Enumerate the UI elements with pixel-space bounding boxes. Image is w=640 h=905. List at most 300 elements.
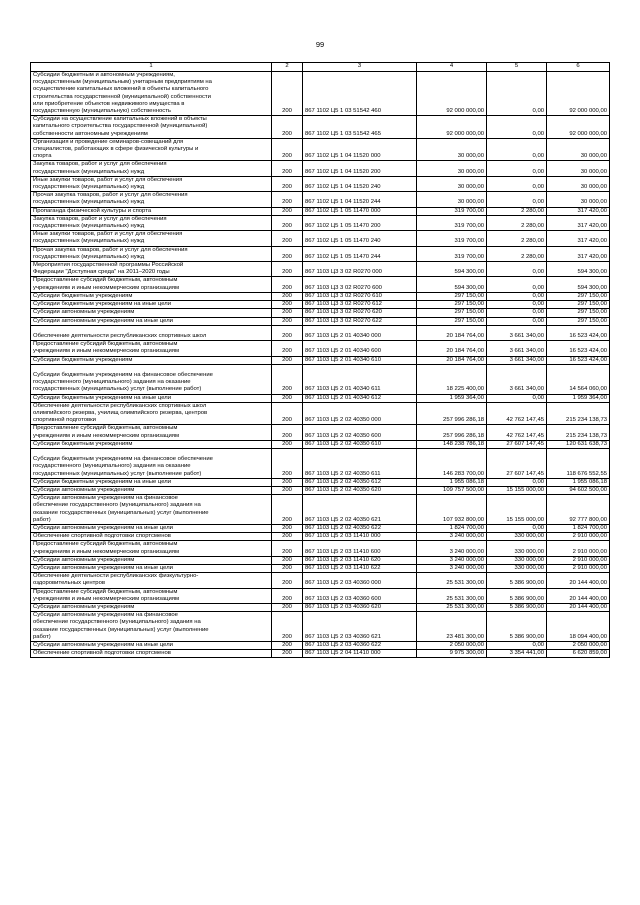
row-classification-code: 867 1103 Ц5 2 02 40350 612 bbox=[303, 478, 417, 486]
row-classification-code: 867 1103 Ц5 2 03 40360 622 bbox=[303, 642, 417, 650]
table-row bbox=[31, 486, 610, 494]
description-line: Субсидии автономным учреждениям bbox=[33, 556, 135, 563]
description-line: Субсидии бюджетным учреждениям на иные цели bbox=[33, 394, 172, 401]
table-row bbox=[31, 650, 610, 658]
row-code-column: 200 bbox=[272, 524, 303, 532]
row-classification-code: 867 1102 Ц5 1 05 11470 200 bbox=[303, 215, 417, 230]
row-description bbox=[31, 246, 272, 261]
description-line: государственных (муниципальных) нужд bbox=[33, 238, 145, 245]
row-amount: 109 757 500,00 bbox=[417, 486, 487, 494]
description-line: обеспечение государственного (муниципального) задания на bbox=[33, 619, 201, 626]
row-classification-code: 867 1102 Ц5 1 04 11520 244 bbox=[303, 192, 417, 207]
table-row bbox=[31, 402, 610, 425]
row-description bbox=[31, 292, 272, 300]
row-change: 3 661 340,00 bbox=[487, 364, 547, 394]
row-classification-code: 867 1103 Ц5 2 02 40350 622 bbox=[303, 524, 417, 532]
row-classification-code: 867 1103 Ц5 2 02 40350 611 bbox=[303, 448, 417, 478]
row-amount: 25 531 300,00 bbox=[417, 604, 487, 612]
table-row bbox=[31, 207, 610, 215]
row-code-column: 200 bbox=[272, 341, 303, 356]
row-change: 2 280,00 bbox=[487, 231, 547, 246]
row-classification-code: 867 1103 Ц5 2 03 40360 000 bbox=[303, 573, 417, 588]
row-change: 0,00 bbox=[487, 524, 547, 532]
table-row bbox=[31, 215, 610, 230]
row-change: 330 000,00 bbox=[487, 556, 547, 564]
row-total: 16 523 424,00 bbox=[547, 325, 610, 340]
table-row bbox=[31, 556, 610, 564]
description-line: Субсидии на осуществление капитальных вложений в объекты bbox=[33, 116, 207, 123]
row-code-column: 200 bbox=[272, 72, 303, 116]
table-row bbox=[31, 524, 610, 532]
description-line: Субсидии бюджетным учреждениям bbox=[33, 356, 133, 363]
row-code-column: 200 bbox=[272, 138, 303, 161]
row-change: 42 762 147,45 bbox=[487, 402, 547, 425]
row-amount: 257 996 286,18 bbox=[417, 402, 487, 425]
table-row bbox=[31, 317, 610, 325]
row-classification-code: 867 1103 Ц5 2 03 11410 620 bbox=[303, 556, 417, 564]
description-line: Субсидии автономным учреждениям на иные цели bbox=[33, 642, 173, 649]
row-code-column: 200 bbox=[272, 495, 303, 525]
description-line: Субсидии бюджетным учреждениям bbox=[33, 440, 133, 447]
row-amount: 3 240 000,00 bbox=[417, 556, 487, 564]
row-change: 0,00 bbox=[487, 138, 547, 161]
row-amount: 319 700,00 bbox=[417, 231, 487, 246]
row-total: 2 910 000,00 bbox=[547, 541, 610, 556]
row-amount: 92 000 000,00 bbox=[417, 116, 487, 139]
row-amount: 3 240 000,00 bbox=[417, 565, 487, 573]
row-classification-code: 867 1103 Ц5 2 03 11410 000 bbox=[303, 533, 417, 541]
row-classification-code: 867 1103 Ц5 2 02 40350 621 bbox=[303, 495, 417, 525]
row-total: 2 050 000,00 bbox=[547, 642, 610, 650]
row-code-column: 200 bbox=[272, 556, 303, 564]
row-description bbox=[31, 604, 272, 612]
table-row bbox=[31, 588, 610, 603]
column-header: 6 bbox=[547, 63, 610, 72]
description-line: Обеспечение спортивной подготовки спортсменов bbox=[33, 650, 171, 657]
description-line: Субсидии бюджетным учреждениям bbox=[33, 292, 133, 299]
row-description bbox=[31, 402, 272, 425]
description-line: государственных (муниципальных) услуг (выполнение работ) bbox=[33, 386, 202, 393]
row-total: 594 300,00 bbox=[547, 277, 610, 292]
row-total: 317 420,00 bbox=[547, 231, 610, 246]
row-amount: 1 959 364,00 bbox=[417, 394, 487, 402]
description-line: оказание государственных (муниципальных) услуг (выполнение bbox=[33, 509, 209, 516]
row-description bbox=[31, 394, 272, 402]
table-row bbox=[31, 176, 610, 191]
row-description bbox=[31, 524, 272, 532]
description-line: Субсидии автономным учреждениям на финансовое bbox=[33, 612, 178, 619]
row-amount: 20 184 764,00 bbox=[417, 341, 487, 356]
row-code-column: 200 bbox=[272, 317, 303, 325]
row-description bbox=[31, 231, 272, 246]
row-code-column: 200 bbox=[272, 192, 303, 207]
row-change: 5 386 900,00 bbox=[487, 573, 547, 588]
row-code-column: 200 bbox=[272, 533, 303, 541]
row-code-column: 200 bbox=[272, 356, 303, 364]
row-amount: 319 700,00 bbox=[417, 215, 487, 230]
table-row bbox=[31, 292, 610, 300]
description-line: государственных (муниципальных) нужд bbox=[33, 253, 145, 260]
description-line: государственную (муниципальную) собственность bbox=[33, 108, 171, 115]
row-change: 0,00 bbox=[487, 317, 547, 325]
description-line: Предоставление субсидий бюджетным, автономным bbox=[33, 588, 178, 595]
table-row bbox=[31, 325, 610, 340]
row-change: 3 661 340,00 bbox=[487, 325, 547, 340]
description-line: Предоставление субсидий бюджетным, автономным bbox=[33, 425, 178, 432]
row-change: 27 607 147,45 bbox=[487, 448, 547, 478]
description-line: оздоровительных центров bbox=[33, 580, 105, 587]
description-line: Субсидии бюджетным и автономным учреждениям, bbox=[33, 72, 175, 78]
description-line: Федерации "Доступная среда" на 2011–2020 годы bbox=[33, 269, 170, 276]
column-header: 1 bbox=[31, 63, 272, 72]
description-line: Мероприятия государственной программы Российской bbox=[33, 262, 184, 269]
row-classification-code: 867 1103 Ц5 2 02 40350 610 bbox=[303, 440, 417, 448]
description-line: Субсидии бюджетным учреждениям на финансовое обеспечение bbox=[33, 456, 213, 463]
row-amount: 2 050 000,00 bbox=[417, 642, 487, 650]
row-amount: 30 000,00 bbox=[417, 161, 487, 176]
row-change: 3 661 340,00 bbox=[487, 356, 547, 364]
description-line: учреждениям и иным некоммерческим организациям bbox=[33, 284, 180, 291]
description-line: спортивной подготовки bbox=[33, 417, 96, 424]
row-classification-code: 867 1103 Ц5 2 01 40340 600 bbox=[303, 341, 417, 356]
row-total: 317 420,00 bbox=[547, 215, 610, 230]
row-code-column: 200 bbox=[272, 604, 303, 612]
description-line: собственности автономным учреждениям bbox=[33, 130, 148, 137]
description-line: оказание государственных (муниципальных) услуг (выполнение bbox=[33, 626, 209, 633]
row-change: 0,00 bbox=[487, 478, 547, 486]
row-classification-code: 867 1103 Ц5 2 01 40340 612 bbox=[303, 394, 417, 402]
row-description bbox=[31, 317, 272, 325]
row-total: 14 564 060,00 bbox=[547, 364, 610, 394]
table-row bbox=[31, 309, 610, 317]
row-classification-code: 867 1103 Ц5 2 03 40360 620 bbox=[303, 604, 417, 612]
row-code-column: 200 bbox=[272, 161, 303, 176]
row-classification-code: 867 1102 Ц5 1 05 11470 240 bbox=[303, 231, 417, 246]
row-code-column: 200 bbox=[272, 292, 303, 300]
row-code-column: 200 bbox=[272, 325, 303, 340]
row-description bbox=[31, 573, 272, 588]
row-classification-code: 867 1102 Ц5 1 05 11470 000 bbox=[303, 207, 417, 215]
column-header: 5 bbox=[487, 63, 547, 72]
description-line: Субсидии автономным учреждениям на финансовое bbox=[33, 495, 178, 502]
budget-table bbox=[30, 62, 610, 658]
row-amount: 319 700,00 bbox=[417, 246, 487, 261]
row-total: 2 910 000,00 bbox=[547, 533, 610, 541]
row-code-column: 200 bbox=[272, 231, 303, 246]
table-row bbox=[31, 604, 610, 612]
table-row bbox=[31, 612, 610, 642]
row-amount: 18 225 400,00 bbox=[417, 364, 487, 394]
row-description bbox=[31, 176, 272, 191]
row-total: 297 150,00 bbox=[547, 309, 610, 317]
row-code-column: 200 bbox=[272, 650, 303, 658]
row-code-column: 200 bbox=[272, 573, 303, 588]
description-line: Пропаганда физической культуры и спорта bbox=[33, 207, 152, 214]
description-line: работ) bbox=[33, 516, 51, 523]
description-line: Предоставление субсидий бюджетным, автономным bbox=[33, 277, 178, 284]
row-code-column: 200 bbox=[272, 425, 303, 440]
description-line: учреждениям и иным некоммерческим организациям bbox=[33, 595, 180, 602]
row-amount: 30 000,00 bbox=[417, 192, 487, 207]
row-total: 118 676 552,55 bbox=[547, 448, 610, 478]
table-header-row bbox=[31, 63, 610, 72]
description-line: учреждениям и иным некоммерческим организациям bbox=[33, 348, 180, 355]
row-change: 3 354 441,00 bbox=[487, 650, 547, 658]
description-line: Субсидии бюджетным учреждениям на иные цели bbox=[33, 301, 172, 308]
row-total: 30 000,00 bbox=[547, 138, 610, 161]
row-description bbox=[31, 161, 272, 176]
row-code-column: 200 bbox=[272, 262, 303, 277]
table-row bbox=[31, 277, 610, 292]
row-description bbox=[31, 440, 272, 448]
row-classification-code: 867 1103 Ц3 3 02 R0270 622 bbox=[303, 317, 417, 325]
row-description bbox=[31, 650, 272, 658]
row-amount: 1 955 086,18 bbox=[417, 478, 487, 486]
table-row bbox=[31, 231, 610, 246]
row-total: 92 000 000,00 bbox=[547, 72, 610, 116]
row-total: 1 959 364,00 bbox=[547, 394, 610, 402]
description-line: Субсидии бюджетным учреждениям на финансовое обеспечение bbox=[33, 371, 213, 378]
description-line: Предоставление субсидий бюджетным, автономным bbox=[33, 541, 178, 548]
row-description bbox=[31, 207, 272, 215]
row-description bbox=[31, 138, 272, 161]
description-line: Закупка товаров, работ и услуг для обеспечения bbox=[33, 161, 167, 168]
column-header: 3 bbox=[303, 63, 417, 72]
table-row bbox=[31, 573, 610, 588]
row-code-column: 200 bbox=[272, 215, 303, 230]
table-row bbox=[31, 341, 610, 356]
row-total: 2 910 000,00 bbox=[547, 565, 610, 573]
row-description bbox=[31, 425, 272, 440]
row-total: 317 420,00 bbox=[547, 207, 610, 215]
description-line bbox=[33, 326, 269, 333]
row-classification-code: 867 1103 Ц5 2 03 40360 621 bbox=[303, 612, 417, 642]
row-amount: 297 150,00 bbox=[417, 317, 487, 325]
row-change: 42 762 147,45 bbox=[487, 425, 547, 440]
row-change: 0,00 bbox=[487, 277, 547, 292]
row-total: 317 420,00 bbox=[547, 246, 610, 261]
table-row bbox=[31, 541, 610, 556]
table-row bbox=[31, 192, 610, 207]
row-change: 2 280,00 bbox=[487, 207, 547, 215]
row-total: 120 631 638,73 bbox=[547, 440, 610, 448]
table-row bbox=[31, 262, 610, 277]
table-row bbox=[31, 161, 610, 176]
description-line: Прочая закупка товаров, работ и услуг для обеспечения bbox=[33, 246, 188, 253]
row-amount: 146 283 700,00 bbox=[417, 448, 487, 478]
row-classification-code: 867 1102 Ц5 1 03 51542 465 bbox=[303, 116, 417, 139]
row-total: 1 955 086,18 bbox=[547, 478, 610, 486]
row-classification-code: 867 1103 Ц5 2 01 40340 000 bbox=[303, 325, 417, 340]
row-total: 16 523 424,00 bbox=[547, 341, 610, 356]
row-description bbox=[31, 642, 272, 650]
description-line: осуществление капитальных вложений в объекты капитального bbox=[33, 86, 209, 93]
description-line: Обеспечение деятельности республиканских спортивных школ bbox=[33, 402, 207, 409]
row-total: 20 144 400,00 bbox=[547, 604, 610, 612]
description-line: строительства государственной (муниципальной) собственности bbox=[33, 93, 211, 100]
description-line: Прочая закупка товаров, работ и услуг для обеспечения bbox=[33, 192, 188, 199]
row-classification-code: 867 1103 Ц3 3 02 R0270 600 bbox=[303, 277, 417, 292]
row-amount: 20 184 764,00 bbox=[417, 325, 487, 340]
description-line: учреждениям и иным некоммерческим организациям bbox=[33, 548, 180, 555]
row-amount: 3 240 000,00 bbox=[417, 533, 487, 541]
row-code-column: 200 bbox=[272, 277, 303, 292]
row-change: 15 155 000,00 bbox=[487, 495, 547, 525]
row-change: 330 000,00 bbox=[487, 533, 547, 541]
row-amount: 107 932 800,00 bbox=[417, 495, 487, 525]
description-line: Субсидии бюджетным учреждениям на иные цели bbox=[33, 478, 172, 485]
row-classification-code: 867 1102 Ц5 1 03 51542 460 bbox=[303, 72, 417, 116]
table-row bbox=[31, 246, 610, 261]
table-row bbox=[31, 448, 610, 478]
row-change: 2 280,00 bbox=[487, 215, 547, 230]
description-line: или приобретение объектов недвижимого имущества в bbox=[33, 100, 185, 107]
row-description bbox=[31, 356, 272, 364]
row-description bbox=[31, 612, 272, 642]
row-total: 18 094 400,00 bbox=[547, 612, 610, 642]
row-description bbox=[31, 341, 272, 356]
table-row bbox=[31, 301, 610, 309]
table-row bbox=[31, 425, 610, 440]
page-number: 99 bbox=[315, 40, 325, 49]
row-change: 5 386 900,00 bbox=[487, 612, 547, 642]
row-description bbox=[31, 325, 272, 340]
row-code-column: 200 bbox=[272, 246, 303, 261]
row-amount: 3 240 000,00 bbox=[417, 541, 487, 556]
row-total: 92 777 800,00 bbox=[547, 495, 610, 525]
row-total: 30 000,00 bbox=[547, 192, 610, 207]
row-change: 0,00 bbox=[487, 161, 547, 176]
description-line: учреждениям и иным некоммерческим организациям bbox=[33, 432, 180, 439]
description-line bbox=[33, 449, 269, 456]
row-code-column: 200 bbox=[272, 394, 303, 402]
description-line: Иные закупки товаров, работ и услуг для обеспечения bbox=[33, 231, 183, 238]
row-amount: 594 300,00 bbox=[417, 262, 487, 277]
row-total: 30 000,00 bbox=[547, 176, 610, 191]
description-line: капитального строительства государственной (муниципальной) bbox=[33, 123, 208, 130]
row-change: 330 000,00 bbox=[487, 541, 547, 556]
row-description bbox=[31, 192, 272, 207]
table-row bbox=[31, 356, 610, 364]
row-amount: 257 996 286,18 bbox=[417, 425, 487, 440]
row-change: 27 607 147,45 bbox=[487, 440, 547, 448]
row-total: 94 602 500,00 bbox=[547, 486, 610, 494]
row-amount: 319 700,00 bbox=[417, 207, 487, 215]
row-change: 0,00 bbox=[487, 262, 547, 277]
table-row bbox=[31, 440, 610, 448]
row-classification-code: 867 1102 Ц5 1 04 11520 200 bbox=[303, 161, 417, 176]
table-body bbox=[31, 72, 610, 658]
row-description bbox=[31, 565, 272, 573]
description-line: специалистов, работающих в сфере физической культуры и bbox=[33, 146, 199, 153]
row-description bbox=[31, 309, 272, 317]
row-code-column: 200 bbox=[272, 565, 303, 573]
description-line: государственным (муниципальным) унитарным предприятиям на bbox=[33, 79, 212, 86]
row-description bbox=[31, 364, 272, 394]
row-change: 0,00 bbox=[487, 301, 547, 309]
row-description bbox=[31, 588, 272, 603]
row-amount: 297 150,00 bbox=[417, 301, 487, 309]
description-line: Субсидии автономным учреждениям bbox=[33, 604, 135, 611]
row-amount: 92 000 000,00 bbox=[417, 72, 487, 116]
description-line: государственных (муниципальных) нужд bbox=[33, 184, 145, 191]
row-classification-code: 867 1103 Ц5 2 02 40350 620 bbox=[303, 486, 417, 494]
table-row bbox=[31, 116, 610, 139]
row-classification-code: 867 1103 Ц5 2 04 11410 000 bbox=[303, 650, 417, 658]
row-classification-code: 867 1103 Ц5 2 01 40340 610 bbox=[303, 356, 417, 364]
row-total: 92 000 000,00 bbox=[547, 116, 610, 139]
description-line: государственных (муниципальных) услуг (выполнение работ) bbox=[33, 470, 202, 477]
row-change: 5 386 900,00 bbox=[487, 588, 547, 603]
column-header: 2 bbox=[272, 63, 303, 72]
row-code-column: 200 bbox=[272, 612, 303, 642]
description-line: государственных (муниципальных) нужд bbox=[33, 223, 145, 230]
row-code-column: 200 bbox=[272, 448, 303, 478]
row-description bbox=[31, 556, 272, 564]
table-row bbox=[31, 138, 610, 161]
table-row bbox=[31, 394, 610, 402]
row-amount: 25 531 300,00 bbox=[417, 588, 487, 603]
description-line: Субсидии автономным учреждениям bbox=[33, 309, 135, 316]
row-code-column: 200 bbox=[272, 207, 303, 215]
row-classification-code: 867 1103 Ц3 3 02 R0270 620 bbox=[303, 309, 417, 317]
row-classification-code: 867 1103 Ц3 3 02 R0270 610 bbox=[303, 292, 417, 300]
row-change: 0,00 bbox=[487, 642, 547, 650]
row-description bbox=[31, 495, 272, 525]
row-total: 215 234 138,73 bbox=[547, 402, 610, 425]
table-row bbox=[31, 478, 610, 486]
row-change: 15 155 000,00 bbox=[487, 486, 547, 494]
description-line: Иные закупки товаров, работ и услуг для обеспечения bbox=[33, 176, 183, 183]
row-classification-code: 867 1103 Ц5 2 02 40350 600 bbox=[303, 425, 417, 440]
row-amount: 30 000,00 bbox=[417, 138, 487, 161]
row-code-column: 200 bbox=[272, 642, 303, 650]
row-classification-code: 867 1102 Ц5 1 04 11520 000 bbox=[303, 138, 417, 161]
row-change: 5 386 900,00 bbox=[487, 604, 547, 612]
row-code-column: 200 bbox=[272, 309, 303, 317]
row-amount: 9 975 300,00 bbox=[417, 650, 487, 658]
row-total: 297 150,00 bbox=[547, 292, 610, 300]
description-line: государственного (муниципального) задания на оказание bbox=[33, 463, 191, 470]
row-code-column: 200 bbox=[272, 176, 303, 191]
row-amount: 30 000,00 bbox=[417, 176, 487, 191]
row-classification-code: 867 1103 Ц3 3 02 R0270 000 bbox=[303, 262, 417, 277]
row-description bbox=[31, 301, 272, 309]
row-change: 0,00 bbox=[487, 72, 547, 116]
row-description bbox=[31, 262, 272, 277]
row-change: 2 280,00 bbox=[487, 246, 547, 261]
description-line bbox=[33, 365, 269, 372]
row-change: 0,00 bbox=[487, 309, 547, 317]
row-description bbox=[31, 533, 272, 541]
description-line: спорта bbox=[33, 153, 52, 160]
row-total: 30 000,00 bbox=[547, 161, 610, 176]
description-line: государственных (муниципальных) нужд bbox=[33, 199, 145, 206]
row-total: 16 523 424,00 bbox=[547, 356, 610, 364]
row-total: 1 824 700,00 bbox=[547, 524, 610, 532]
row-code-column: 200 bbox=[272, 541, 303, 556]
row-total: 6 620 859,00 bbox=[547, 650, 610, 658]
row-description bbox=[31, 116, 272, 139]
row-classification-code: 867 1103 Ц5 2 03 40360 600 bbox=[303, 588, 417, 603]
table-row bbox=[31, 72, 610, 116]
row-amount: 297 150,00 bbox=[417, 309, 487, 317]
row-classification-code: 867 1103 Ц5 2 03 11410 600 bbox=[303, 541, 417, 556]
description-line: Субсидии автономным учреждениям на иные цели bbox=[33, 565, 173, 571]
description-line: Субсидии автономным учреждениям на иные цели bbox=[33, 317, 173, 324]
row-change: 0,00 bbox=[487, 394, 547, 402]
row-amount: 148 238 786,18 bbox=[417, 440, 487, 448]
